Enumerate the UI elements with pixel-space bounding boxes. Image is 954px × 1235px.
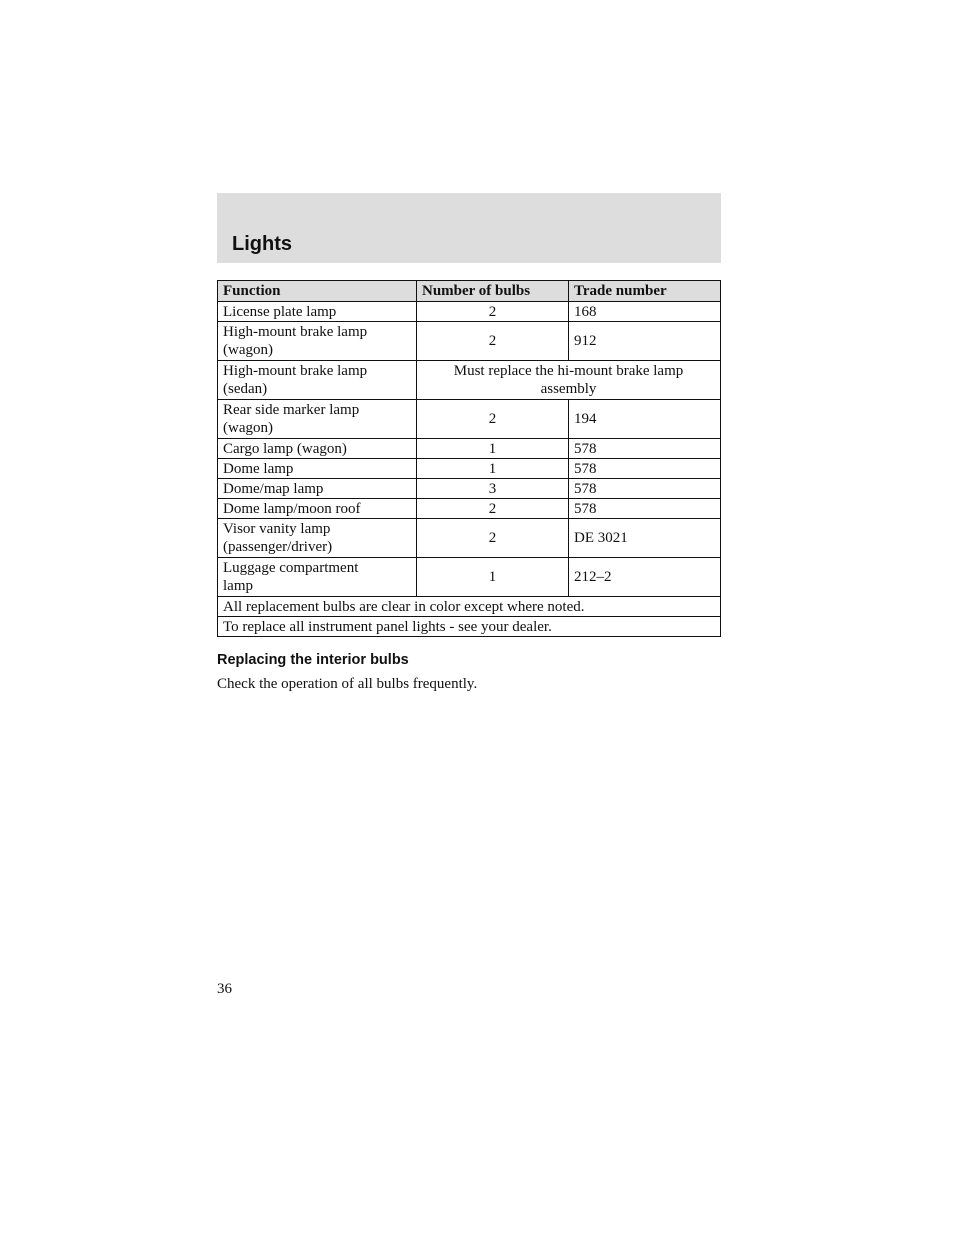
cell-function: High-mount brake lamp (sedan) [218,361,417,400]
cell-function: Dome lamp/moon roof [218,499,417,519]
cell-number: 2 [417,322,569,361]
table-note-row [218,617,721,637]
cell-trade: 578 [569,499,721,519]
cell-function: Dome/map lamp [218,479,417,499]
table-row [218,519,721,558]
table-note: To replace all instrument panel lights - see your dealer. [218,617,721,637]
body-text: Check the operation of all bulbs frequently. [217,676,478,692]
cell-function: Rear side marker lamp (wagon) [218,400,417,439]
table-row [218,558,721,597]
cell-number: 2 [417,499,569,519]
header-function: Function [218,281,417,302]
cell-number: 3 [417,479,569,499]
table-note-row [218,597,721,617]
table-row [218,322,721,361]
header-trade-number: Trade number [569,281,721,302]
cell-number: 2 [417,400,569,439]
cell-trade: DE 3021 [569,519,721,558]
cell-function: Visor vanity lamp (passenger/driver) [218,519,417,558]
table-row [218,439,721,459]
cell-trade: 578 [569,459,721,479]
page-number: 36 [217,981,232,997]
table-row [218,479,721,499]
table-row [218,400,721,439]
table-note: All replacement bulbs are clear in color except where noted. [218,597,721,617]
cell-function: Luggage compartment lamp [218,558,417,597]
cell-function: Dome lamp [218,459,417,479]
cell-function: License plate lamp [218,302,417,322]
cell-number: 2 [417,519,569,558]
cell-trade: 212–2 [569,558,721,597]
table-row [218,361,721,400]
cell-trade: 194 [569,400,721,439]
cell-function: Cargo lamp (wagon) [218,439,417,459]
cell-number: 1 [417,439,569,459]
cell-number: 1 [417,558,569,597]
cell-function: High-mount brake lamp (wagon) [218,322,417,361]
table-row [218,459,721,479]
cell-trade: 578 [569,439,721,459]
section-header-band [217,193,721,263]
table-row [218,302,721,322]
header-number-of-bulbs: Number of bulbs [417,281,569,302]
cell-trade: 168 [569,302,721,322]
table-row [218,499,721,519]
cell-trade: 578 [569,479,721,499]
section-title: Lights [232,233,292,255]
cell-number: 2 [417,302,569,322]
table-header-row [218,281,721,302]
cell-trade: 912 [569,322,721,361]
cell-number: 1 [417,459,569,479]
cell-span-note: Must replace the hi-mount brake lamp assembly [417,361,721,400]
bulb-table [217,280,721,637]
subsection-title: Replacing the interior bulbs [217,652,409,668]
